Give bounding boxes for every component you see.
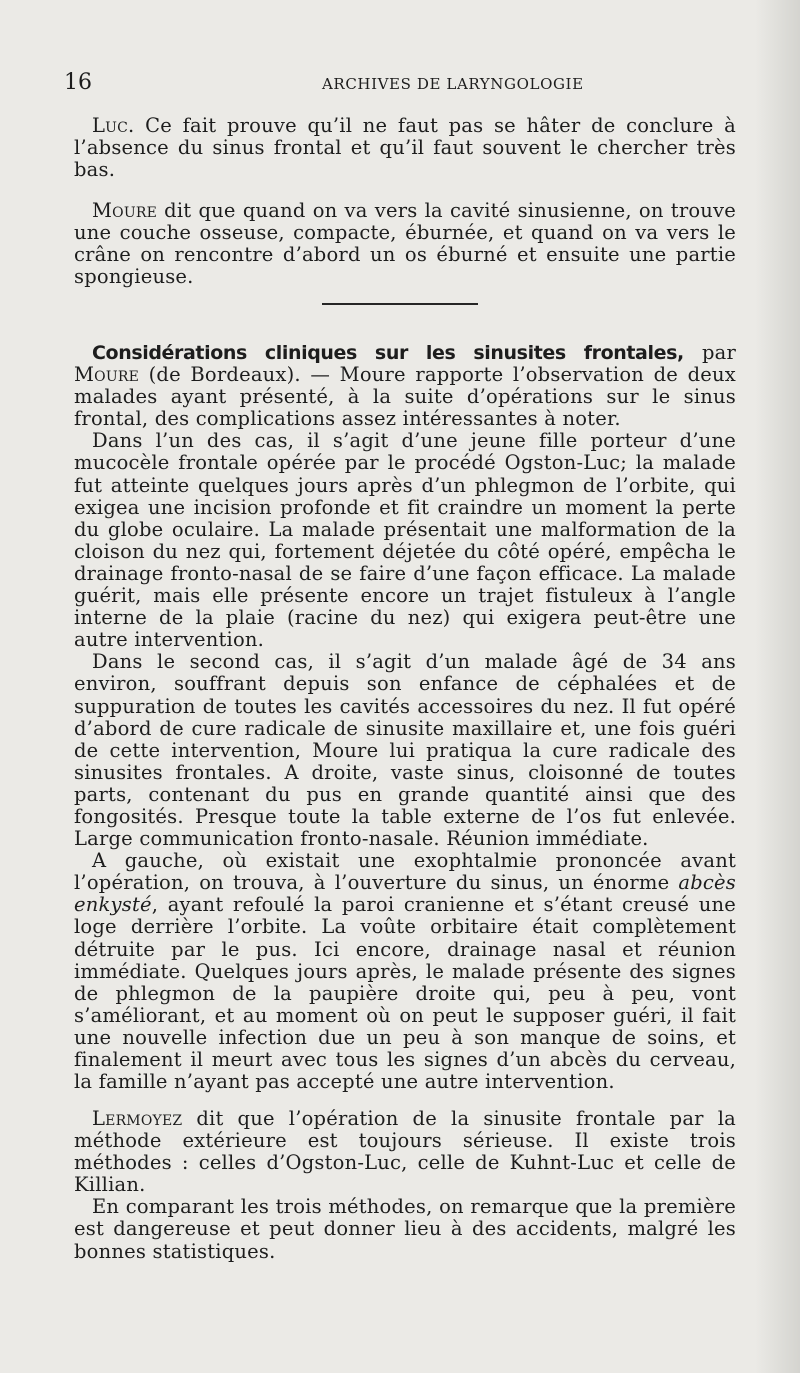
case-two-left-text-a: A gauche, où existait une exophtalmie prononcée avant l’opération, on trouva, à l’ouverture du sinus, un énorme xyxy=(74,849,736,895)
paragraph-luc xyxy=(74,115,736,181)
case-two-paragraph: Dans le second cas, il s’agit d’un malade âgé de 34 ans environ, souffrant depuis son enfance de céphalées et de suppuration de toutes les cavités accessoires du nez. Il fut opéré d’abord de cure radicale de sinusite maxillaire et, une fois guéri de cette intervention, Moure lui pratiqua la cure radicale des sinusites frontales. A droite, vaste sinus, cloisonné de toutes parts, contenant du pus en grande quantité ainsi que des fongosités. Presque toute la table externe de l’os fut enlevée. Large communication fronto-nasale. Réunion immédiate. xyxy=(74,650,736,851)
speaker-luc: Luc. xyxy=(92,114,135,137)
lermoyez-remark xyxy=(74,1108,736,1196)
paragraph-moure xyxy=(74,200,736,288)
article-intro xyxy=(74,342,736,430)
speaker-lermoyez: Lermoyez xyxy=(92,1107,183,1130)
running-head: ARCHIVES DE LARYNGOLOGIE xyxy=(322,75,584,93)
case-two-left-text-b: , ayant refoulé la paroi cranienne et s’étant creusé une loge derrière l’orbite. La voûte orbitaire était complètement détruite par le pus. Ici encore, drainage nasal et réunion immédiate. Quelques jours après, le malade présente des signes de phlegmon de la paupière droite qui, peu à peu, vont s’améliorant, et au moment où on peut le supposer guéri, il fait une nouvelle infection due un peu à son manque de soins, et finalement il meurt avec tous les signes d’un abcès du cerveau, la famille n’ayant pas accepté une autre intervention. xyxy=(74,893,736,1094)
moure-remark xyxy=(74,200,736,288)
lermoyez-conclusion: En comparant les trois méthodes, on remarque que la première est dangereuse et peut donner lieu à des accidents, malgré les bonnes statistiques. xyxy=(74,1195,736,1263)
luc-remark xyxy=(74,115,736,181)
moure-text: dit que quand on va vers la cavité sinusienne, on trouve une couche osseuse, compacte, éburnée, et quand on va vers le crâne on rencontre d’abord un os éburné et ensuite une partie spongieuse. xyxy=(74,199,736,289)
section-divider xyxy=(322,303,478,305)
article-title: Considérations cliniques sur les sinusites frontales, xyxy=(92,342,684,364)
page-edge-shadow xyxy=(755,0,800,1373)
article-by: par xyxy=(683,341,736,364)
case-two-left-emphasis: abcès enkysté xyxy=(74,871,736,917)
article-author: Moure xyxy=(74,363,140,387)
case-one-paragraph: Dans l’un des cas, il s’agit d’une jeune fille porteur d’une mucocèle frontale opérée par le procédé Ogston-Luc; la malade fut atteinte quelques jours après d’un phlegmon de l’orbite, qui exigea une incision profonde et fit craindre un moment la perte du globe oculaire. La malade présentait une malformation de la cloison du nez qui, fortement déjetée du côté opéré, empêcha le drainage fronto-nasal de se faire d’une façon efficace. La malade guérit, mais elle présente encore un trajet fistuleux à l’angle interne de la plaie (racine du nez) qui exigera peut-être une autre intervention. xyxy=(74,429,736,652)
page-header xyxy=(64,70,736,100)
paragraph-lermoyez xyxy=(74,1108,736,1263)
article-section xyxy=(74,342,736,1093)
lermoyez-text: dit que l’opération de la sinusite frontale par la méthode extérieure est toujours sérieuse. Il existe trois méthodes : celles d’Ogston-Luc, celle de Kuhnt-Luc et celle de Killian. xyxy=(74,1107,736,1197)
luc-text: Ce fait prouve qu’il ne faut pas se hâter de conclure à l’absence du sinus frontal et qu’il faut souvent le chercher très bas. xyxy=(74,114,736,182)
speaker-moure: Moure xyxy=(92,199,158,222)
article-intro-text: (de Bordeaux). — Moure rapporte l’observation de deux malades ayant présenté, à la suite d’opérations sur le sinus frontal, des complications assez intéressantes à noter. xyxy=(74,363,736,431)
page-number: 16 xyxy=(64,70,92,95)
case-two-left-paragraph xyxy=(74,850,736,1093)
